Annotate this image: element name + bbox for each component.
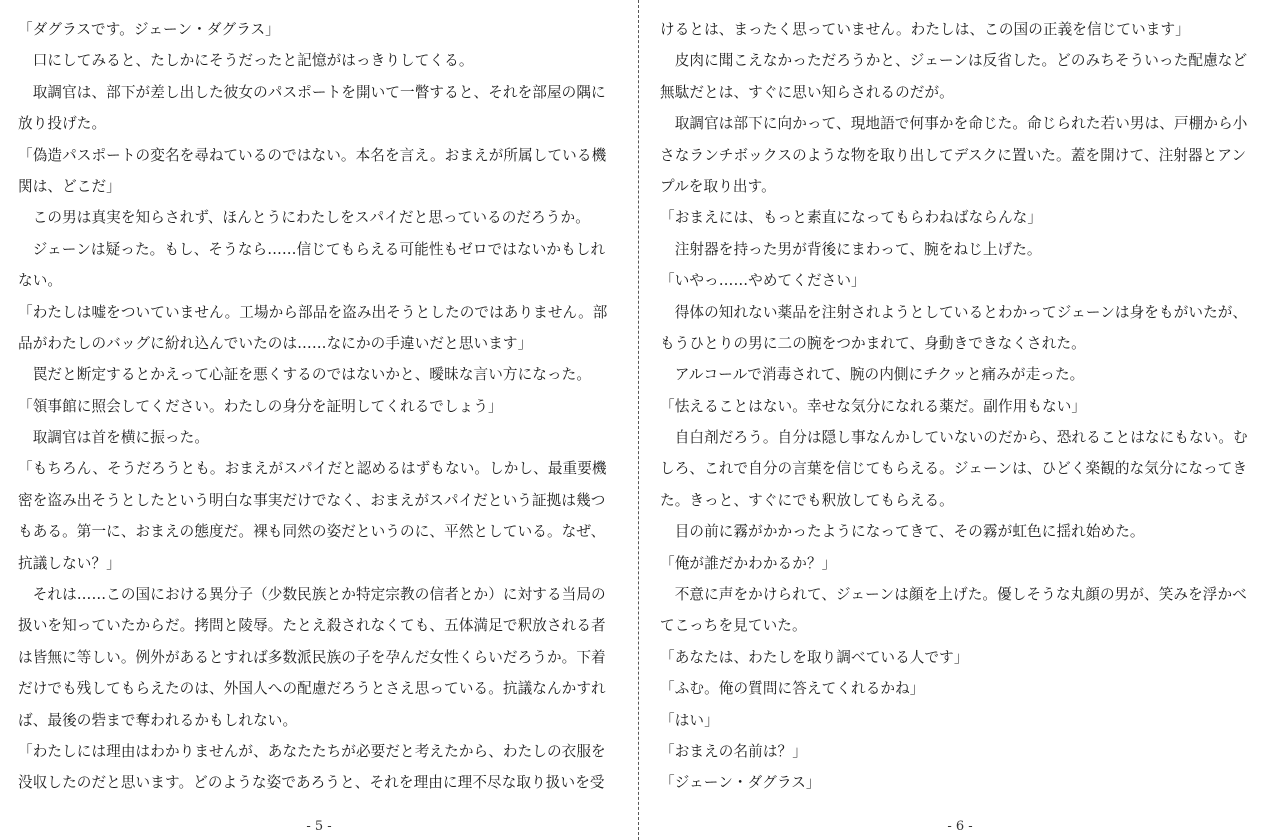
text-line: だけでも残してもらえたのは、外国人への配慮だろうとさえ思っている。抗議なんかすれ [18,680,606,698]
text-line: 扱いを知っていたからだ。拷問と陵辱。たとえ殺されなくても、五体満足で釈放される者 [18,617,606,635]
text-line: 品がわたしのバッグに紛れ込んでいたのは……なにかの手違いだと思います」 [18,334,533,352]
text-line: 「はい」 [660,711,719,729]
text-line: てこっちを見ていた。 [660,617,807,635]
text-line: 「わたしには理由はわかりませんが、あなたたちが必要だと考えたから、わたしの衣服を [18,742,606,760]
text-line: 「怯えることはない。幸せな気分になれる薬だ。副作用もない」 [660,397,1087,415]
text-line: もうひとりの男に二の腕をつかまれて、身動きできなくされた。 [660,334,1086,352]
text-line: 没収したのだと思います。どのような姿であろうと、それを理由に理不尽な取り扱いを受 [18,774,605,792]
text-line: アルコールで消毒されて、腕の内側にチクッと痛みが走った。 [660,366,1085,384]
text-line: は皆無に等しい。例外があるとすれば多数派民族の子を孕んだ女性くらいだろうか。下着 [18,648,606,666]
text-line: 皮肉に聞こえなかっただろうかと、ジェーンは反省した。どのみちそういった配慮など [660,52,1248,70]
left-page-text [18,14,624,799]
text-line: 取調官は部下に向かって、現地語で何事かを命じた。命じられた若い男は、戸棚から小 [660,115,1248,133]
text-line: 取調官は首を横に振った。 [18,429,210,447]
text-line: 「あなたは、わたしを取り調べている人です」 [660,648,969,666]
text-line: ない。 [18,272,63,290]
text-line: 無駄だとは、すぐに思い知らされるのだが。 [660,83,954,101]
right-page-text [660,14,1268,799]
text-line: 「ジェーン・ダグラス」 [660,774,821,792]
text-line: 「わたしは嘘をついていません。工場から部品を盗み出そうとしたのではありません。部 [18,303,608,321]
text-line: けるとは、まったく思っていません。わたしは、この国の正義を信じています」 [660,21,1190,38]
page-number-left: - 5 - [306,819,332,834]
text-line: 「おまえには、もっと素直になってもらわねばならんな」 [660,209,1043,227]
left-page [0,0,638,840]
text-line: 密を盗み出そうとしたという明白な事実だけでなく、おまえがスパイだという証拠は幾つ [18,491,606,509]
text-line: 得体の知れない薬品を注射されようとしているとわかってジェーンは身をもがいたが、 [660,303,1248,321]
text-line: た。きっと、すぐにでも釈放してもらえる。 [660,491,954,509]
text-line: 抗議しない？」 [18,554,121,572]
text-line: もある。第一に、おまえの態度だ。裸も同然の姿だというのに、平然としている。なぜ、 [18,523,606,541]
page-divider [638,0,639,840]
text-line: さなランチボックスのような物を取り出してデスクに置いた。蓋を開けて、注射器とアン [660,146,1247,164]
text-line: この男は真実を知らされず、ほんとうにわたしをスパイだと思っているのだろうか。 [18,209,590,227]
text-line: 放り投げた。 [18,115,107,133]
text-line: ば、最後の砦まで奪われるかもしれない。 [18,711,298,729]
text-line: 口にしてみると、たしかにそうだったと記憶がはっきりしてくる。 [18,52,474,70]
text-line: 自白剤だろう。自分は隠し事なんかしていないのだから、恐れることはなにもない。む [660,429,1248,447]
text-line: しろ、これで自分の言葉を信じてもらえる。ジェーンは、ひどく楽観的な気分になってき [660,460,1248,478]
text-line: 「俺が誰だかわかるか？」 [660,554,837,572]
text-line: 目の前に霧がかかったようになってきて、その霧が虹色に揺れ始めた。 [660,523,1145,541]
text-line: 取調官は、部下が差し出した彼女のパスポートを開いて一瞥すると、それを部屋の隅に [18,83,606,101]
text-line: 「ふむ。俺の質問に答えてくれるかね」 [660,680,925,698]
text-line: ジェーンは疑った。もし、そうなら……信じてもらえる可能性もゼロではないかもしれ [18,240,606,258]
page-number-right: - 6 - [947,819,973,834]
right-page [640,0,1280,840]
text-line: 「偽造パスポートの変名を尋ねているのではない。本名を言え。おまえが所属している機 [18,146,607,164]
text-line: 「ダグラスです。ジェーン・ダグラス」 [18,21,280,38]
text-line: 注射器を持った男が背後にまわって、腕をねじ上げた。 [660,240,1042,258]
text-line: 罠だと断定するとかえって心証を悪くするのではないかと、曖昧な言い方になった。 [18,366,592,384]
text-line: 「領事館に照会してください。わたしの身分を証明してくれるでしょう」 [18,397,503,415]
text-line: それは……この国における異分子（少数民族とか特定宗教の信者とか）に対する当局の [18,586,606,604]
text-line: 関は、どこだ」 [18,177,121,195]
text-line: 「おまえの名前は？」 [660,742,807,760]
text-line: 不意に声をかけられて、ジェーンは顔を上げた。優しそうな丸顔の男が、笑みを浮かべ [660,586,1247,604]
text-line: 「もちろん、そうだろうとも。おまえがスパイだと認めるはずもない。しかし、最重要機 [18,460,607,478]
text-line: プルを取り出す。 [660,177,776,195]
text-line: 「いやっ……やめてください」 [660,272,866,290]
